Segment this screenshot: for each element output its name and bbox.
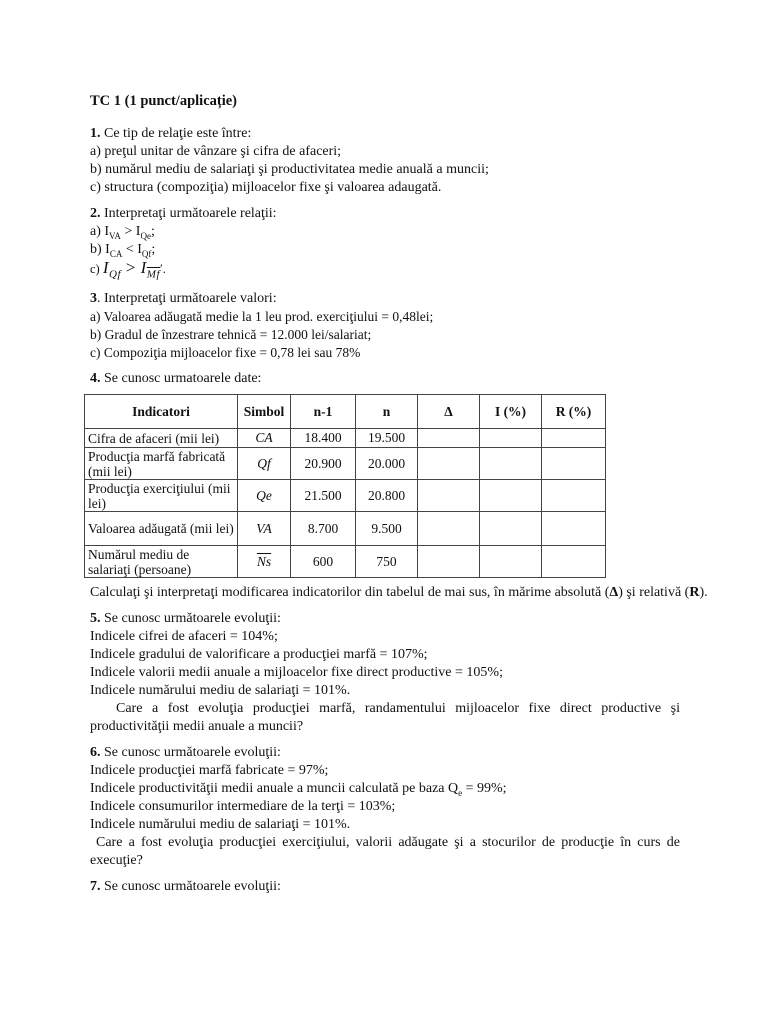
table-row: Numărul mediu de salariaţi (persoane) $\overline{Ns}$ 600 750	[85, 546, 606, 578]
question-text: Ce tip de relaţie este între:	[100, 126, 252, 141]
column-header: R (%)	[542, 395, 606, 429]
question-text: Se cunosc următoarele evoluţii:	[100, 879, 281, 894]
option-c: c) Compoziţia mijloacelor fixe = 0,78 lei sau 78%	[90, 345, 361, 360]
question-number: 2.	[90, 206, 101, 221]
column-header: I (%)	[480, 395, 542, 429]
question-number: 6.	[90, 745, 101, 760]
column-header: Δ	[418, 395, 480, 429]
math-formula: $I_{Qf} > I_{\overline{Mf}}$	[102, 258, 161, 281]
column-header: Indicatori	[85, 395, 238, 429]
page-title: TC 1 (1 punct/aplicație)	[90, 93, 238, 109]
question-number: 5.	[90, 611, 101, 626]
question-2	[90, 205, 680, 281]
table-row: Valoarea adăugată (mii lei) VA 8.700 9.500	[85, 512, 606, 546]
option-b: b) Gradul de înzestrare tehnică = 12.000 lei/salariat;	[90, 327, 372, 342]
question-6: 6. Se cunosc următoarele evoluţii: Indicele producţiei marfă fabricate = 97%; Indicele productivităţii medii anuale a muncii calculată pe baza $Q_e = 99\%$; Indicele consumurilor intermediare de la terţi = 103%; Indicele numărului mediu de salariaţi = 101%. Care a fost evoluţia producţiei exerciţiului, valorii adăugate şi a stocurilor de producţie în curs de execuţie?	[90, 745, 680, 868]
question-text: Se cunosc următoarele evoluţii:	[100, 611, 281, 626]
document-page	[88, 92, 708, 904]
question-text: . Interpretaţi următoarele valori:	[97, 291, 277, 306]
question-prompt: Care a fost evoluţia producţiei marfă, randamentului mijloacelor fixe direct productive şi productivităţii medii anuale a muncii?	[90, 701, 680, 734]
question-text: Interpretaţi următoarele relaţii:	[100, 206, 277, 221]
option-a: a) preţul unitar de vânzare şi cifra de afaceri;	[90, 144, 342, 159]
question-prompt: Care a fost evoluţia producţiei exerciţiului, valorii adăugate şi a stocurilor de producţie în curs de execuţie?	[90, 835, 680, 868]
question-number: 4.	[90, 371, 101, 386]
table-row: Cifra de afaceri (mii lei) CA 18.400 19.500	[85, 429, 606, 448]
question-7	[90, 878, 680, 896]
question-1	[90, 125, 680, 197]
option-b: b) $I_{CA} < I_{Qf}$;	[90, 242, 156, 259]
question-text: Se cunosc următoarele evoluţii:	[100, 745, 281, 760]
question-number: 3	[90, 291, 97, 306]
question-number: 1.	[90, 126, 101, 141]
option-b: b) numărul mediu de salariaţi şi productivitatea medie anuală a muncii;	[90, 162, 489, 177]
option-a: a) $I_{VA} > I_{Qe}$;	[90, 224, 155, 241]
column-header: n-1	[291, 395, 356, 429]
column-header: n	[356, 395, 418, 429]
table-header-row	[85, 395, 606, 429]
question-text: Se cunosc urmatoarele date:	[100, 371, 262, 386]
table-row: Producţia exerciţiului (mii lei) Qe 21.500 20.800	[85, 480, 606, 512]
option-c: c) structura (compoziţia) mijloacelor fixe şi valoarea adaugată.	[90, 180, 442, 195]
table-row: Producţia marfă fabricată (mii lei) Qf 20.900 20.000	[85, 448, 606, 480]
question-3	[90, 290, 680, 362]
column-header: Simbol	[238, 395, 291, 429]
option-a: a) Valoarea adăugată medie la 1 leu prod. exerciţiului = 0,48lei;	[90, 309, 434, 324]
data-table	[84, 394, 606, 578]
question-5: 5. Se cunosc următoarele evoluţii: Indicele cifrei de afaceri = 104%; Indicele gradului de valorificare a producţiei marfă = 107%; Indicele valorii medii anuale a mijloacelor fixe direct productive = 105%; Indicele numărului mediu de salariaţi = 101%. Care a fost evoluţia producţiei marfă, randamentului mijloacelor fixe direct productive şi productivităţii medii anuale a muncii?	[90, 611, 680, 734]
question-4	[88, 370, 708, 602]
question-number: 7.	[90, 879, 101, 894]
option-c: c) $I_{Qf} > I_{\overline{Mf}}'$.	[90, 258, 166, 281]
table-instruction: Calculaţi şi interpretaţi modificarea indicatorilor din tabelul de mai sus, în mărime absolută (Δ) şi relativă (R).	[90, 585, 708, 600]
